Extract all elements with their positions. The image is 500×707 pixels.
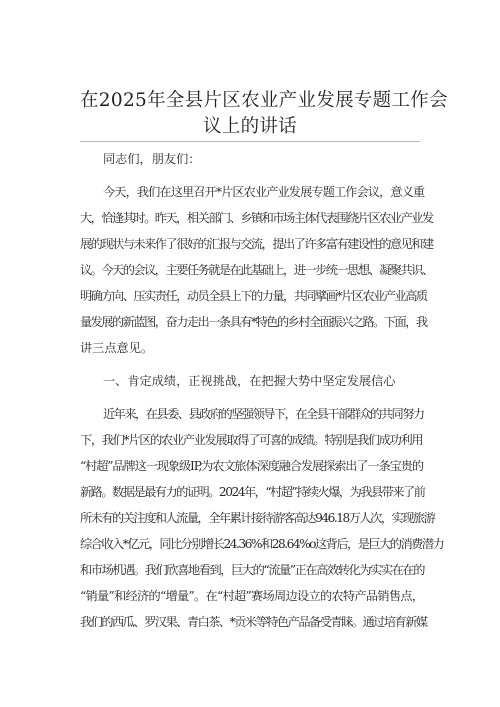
paragraph-2-line: 所未有的关注度和人流量，全年累计接待游客高达946.18万人次，实现旅游 [80,511,435,525]
paragraph-2-line: “村超”品牌这一现象级IP,为农文旅体深度融合发展探索出了一条宝贵的 [80,459,423,473]
paragraph-2-line: 和市场机遇。我们欣喜地看到，巨大的“流量”正在高效转化为实实在在的 [80,563,425,577]
paragraph-2-line: 近年来，在县委、县政府的坚强领导下，在全县干部群众的共同努力 [103,407,424,421]
document-title [80,88,448,140]
paragraph-2-line: 下，我们*片区的农业产业发展取得了可喜的成绩。特别是我们成功利用 [80,433,423,447]
title-divider [80,141,420,142]
title-line-2: 议上的讲话 [202,116,297,137]
paragraph-1-line: 议。今天的会议，主要任务就是在此基础上，进一步统一思想、凝聚共识、 [80,263,433,277]
paragraph-1-line: 讲三点意见。 [80,341,154,355]
paragraph-1-line: 量发展的新蓝图，奋力走出一条具有*特色的乡村全面振兴之路。下面，我 [80,315,427,329]
greeting: 同志们，朋友们： [103,152,201,166]
paragraph-1-line: 今天，我们在这里召开*片区农业产业发展专题工作会议，意义重 [103,185,425,199]
paragraph-2-line: 我们的西瓜、罗汉果、青白茶、*贡米等特色产品备受青睐。通过培育新媒 [80,615,427,629]
paragraph-1-line: 大，恰逢其时。昨天，相关部门、乡镇和市场主体代表围绕片区农业产业发 [80,211,433,225]
paragraph-2-line: “销量”和经济的“增量”。在“村超”赛场周边设立的农特产品销售点， [80,589,424,603]
paragraph-1-line: 展的现状与未来作了很好的汇报与交流，提出了许多富有建设性的意见和建 [80,237,433,251]
paragraph-1-line: 明确方向、压实责任，动员全县上下的力量，共同擘画*片区农业产业高质 [80,289,427,303]
section-1-heading: 一、肯定成绩，正视挑战，在把握大势中坚定发展信心 [103,374,396,388]
paragraph-2-line: 新路。数据是最有力的证明。2024年，“村超”持续火爆，为我县带来了前 [80,485,425,499]
title-line-1: 在2025年全县片区农业产业发展专题工作会 [80,90,448,111]
paragraph-2-line: 综合收入*亿元，同比分别增长24.36%和28.64%o这背后，是巨大的消费潜力 [80,537,444,551]
